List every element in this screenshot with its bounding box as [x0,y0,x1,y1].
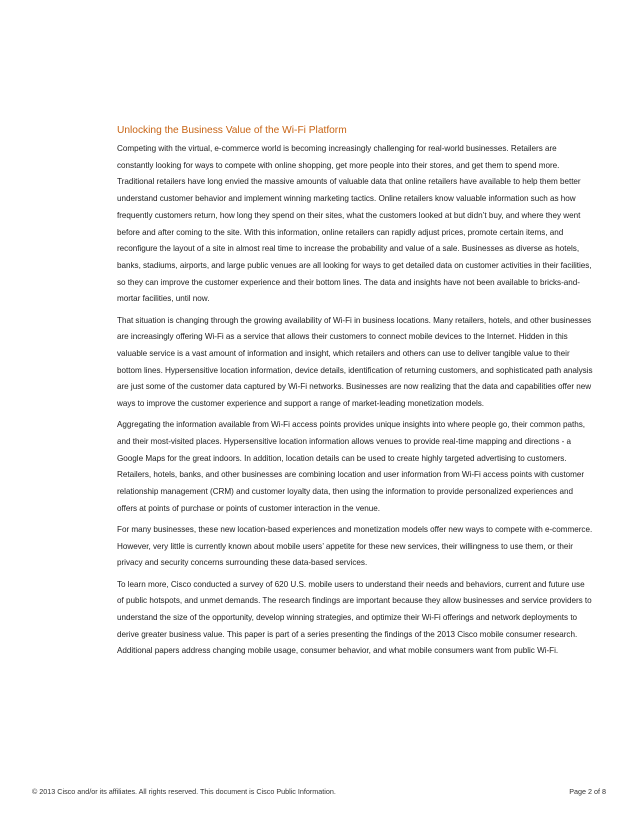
copyright-notice: © 2013 Cisco and/or its affiliates. All rights reserved. This document is Cisco Public Information. [32,787,336,796]
paragraph: That situation is changing through the growing availability of Wi-Fi in business locations. Many retailers, hotels, and other businesses are increasingly offering Wi-Fi as a service that allows their customers to connect mobile devices to the Internet. Hidden in this valuable service is a vast amount of information and insight, which retailers and others can use to deliver tangible value to their bottom lines. Hypersensitive location information, device details, identification of returning customers, and sophisticated path analysis are just some of the customer data captured by Wi-Fi networks. Businesses are now realizing that the data and capabilities offer new ways to improve the customer experience and support a range of market-leading monetization models. [117,315,593,409]
main-content [117,124,593,665]
paragraph: For many businesses, these new location-based experiences and monetization models offer new ways to compete with e-commerce. However, very little is currently known about mobile users’ appetite for these new services, their willingness to use them, or their privacy and security concerns surrounding these data-based services. [117,524,593,568]
paragraph: Competing with the virtual, e-commerce world is becoming increasingly challenging for real-world businesses. Retailers are constantly looking for ways to compete with online shopping, get more people into their stores, and get them to spend more. Traditional retailers have long envied the massive amounts of valuable data that online retailers have available to help them better understand customer behavior and implement winning marketing tactics. Online retailers know valuable information such as how frequently customers return, how long they spend on their sites, what the customers looked at but didn’t buy, and where they went before and after coming to the site. With this information, online retailers can rapidly adjust prices, promote certain items, and reconfigure the layout of a site in almost real time to increase the probability and value of a sale. Businesses as diverse as hotels, banks, stadiums, airports, and large public venues are all looking for ways to get detailed data on customer activities in their facilities, so they can improve the customer experience and their bottom lines. The data and insights have not been available to bricks-and-mortar facilities, until now. [117,144,592,304]
paragraph: Aggregating the information available from Wi-Fi access points provides unique insights into where people go, their common paths, and their most-visited places. Hypersensitive location information allows venues to provide real-time mapping and directions - a Google Maps for the great indoors. In addition, location details can be used to create highly targeted advertising to customers. Retailers, hotels, banks, and other businesses are combining location and user information from Wi-Fi access points with customer relationship management (CRM) and customer loyalty data, then using the information to provide personalized experiences and offers at points of purchase or points of customer interaction in the venue. [117,420,586,513]
page-number: Page 2 of 8 [569,787,606,796]
section-title: Unlocking the Business Value of the Wi-Fi Platform [117,125,347,136]
paragraph: To learn more, Cisco conducted a survey of 620 U.S. mobile users to understand their needs and behaviors, current and future use of public hotspots, and unmet demands. The research findings are important because they allow businesses and service providers to understand the size of the opportunity, develop winning strategies, and optimize their Wi-Fi offerings and network deployments to derive greater business value. This paper is part of a series presenting the findings of the 2013 Cisco mobile consumer research. Additional papers address changing mobile usage, consumer behavior, and what mobile consumers want from public Wi-Fi. [117,579,592,656]
